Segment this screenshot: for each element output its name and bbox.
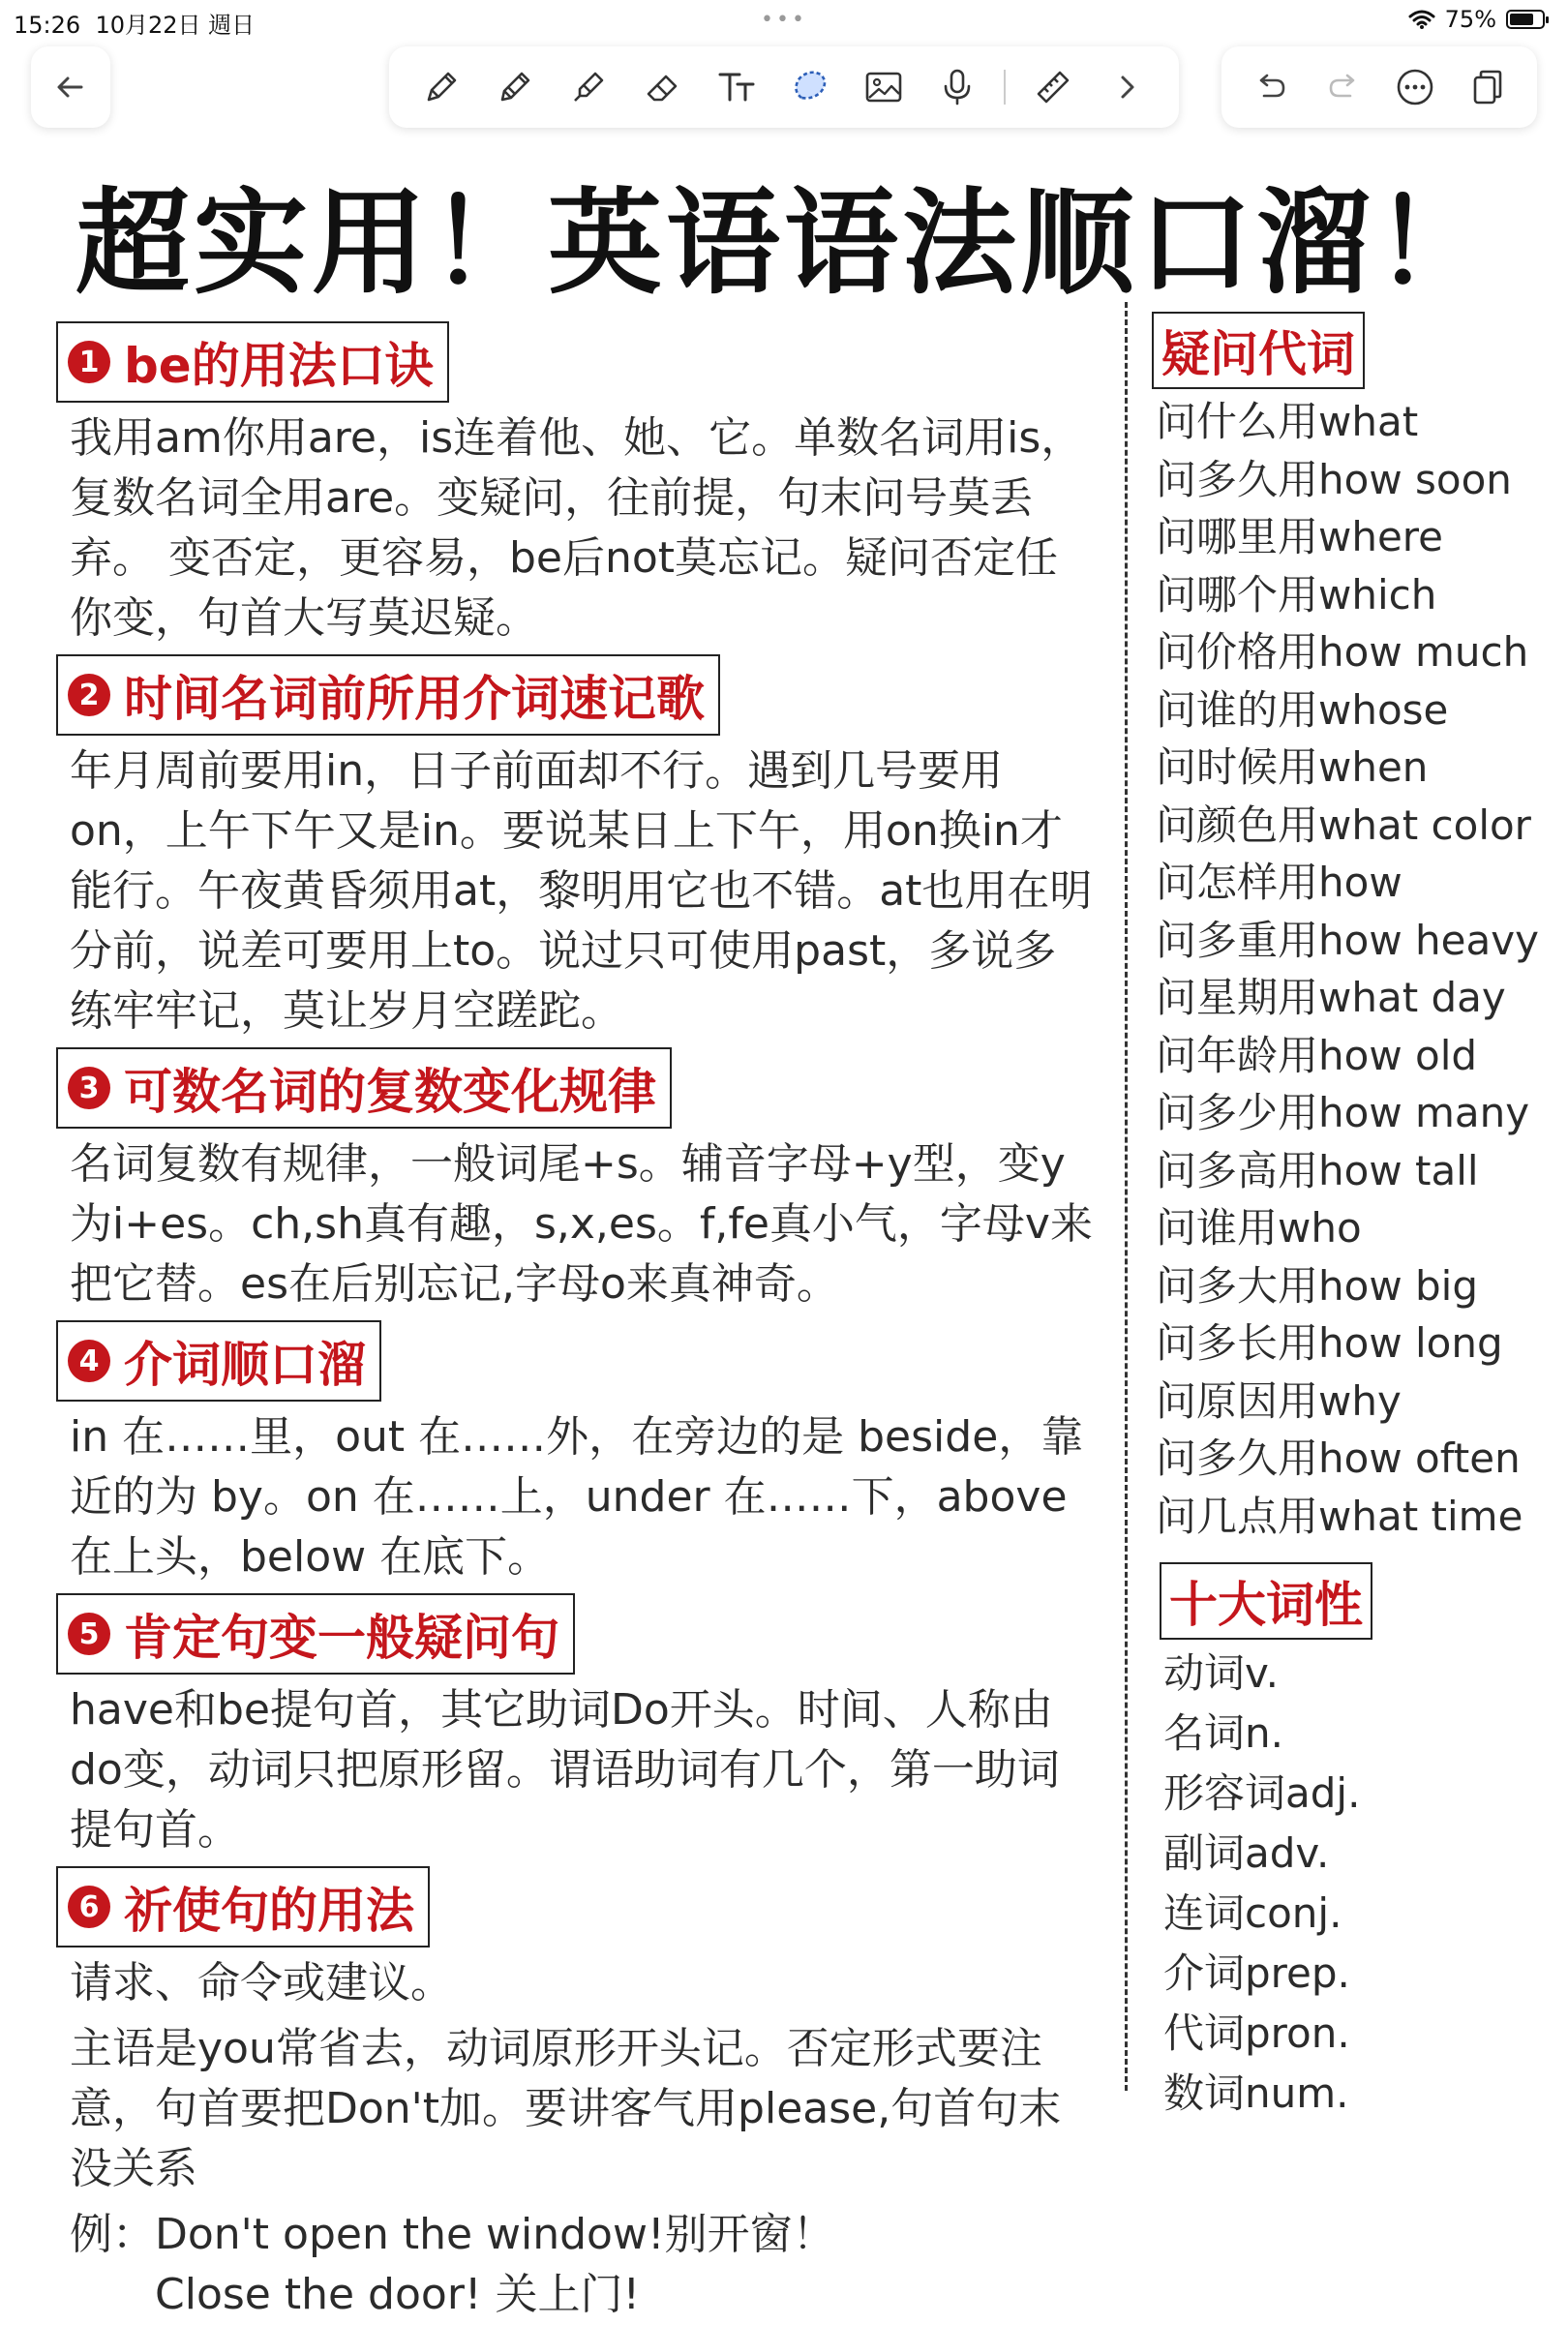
section-title: 介词顺口溜 xyxy=(124,1337,366,1393)
list-item: 问多长用how long xyxy=(1156,1319,1503,1367)
lasso-icon[interactable] xyxy=(783,60,837,114)
drawing-toolbar xyxy=(389,46,1179,128)
text-icon[interactable] xyxy=(709,60,764,114)
section-title: 祈使句的用法 xyxy=(124,1883,414,1939)
status-time: 15:26 10月22日 週日 xyxy=(14,12,256,39)
column-divider xyxy=(1125,302,1128,2091)
reference-column xyxy=(1152,312,1558,2124)
section-prepositions xyxy=(56,1320,1100,1587)
section-title: 时间名词前所用介词速记歌 xyxy=(124,671,705,727)
list-item: 问多久用how often xyxy=(1156,1434,1521,1482)
number-badge: 6 xyxy=(68,1886,110,1928)
parts-of-speech-heading: 十大词性 xyxy=(1160,1562,1372,1640)
number-badge: 5 xyxy=(68,1613,110,1655)
list-item: 问什么用what xyxy=(1156,398,1419,445)
section-heading xyxy=(56,321,449,403)
section-heading xyxy=(56,1047,672,1129)
example-line: Close the door! 关上门! xyxy=(155,2270,641,2319)
section-text: in 在……里，out 在……外，在旁边的是 beside，靠近的为 by。on 在……上，under 在……下，above 在上头，below 在底下。 xyxy=(70,1412,1084,1582)
redo-icon[interactable] xyxy=(1316,60,1371,114)
list-item: 连词conj. xyxy=(1163,1889,1342,1937)
back-toolbar xyxy=(31,46,110,128)
list-item: 问多重用how heavy xyxy=(1156,916,1539,964)
pencil-icon[interactable] xyxy=(488,60,542,114)
section-text: 年月周前要用in，日子前面却不行。遇到几号要用on，上午下午又是in。要说某日上下午，用on换in才能行。午夜黄昏须用at，黎明用它也不错。at也用在明分前，说差可要用上to。说过只可使用past，多说多练牢牢记，莫让岁月空蹉跎。 xyxy=(70,746,1093,1036)
example-line: 例：Don't open the window!别开窗！ xyxy=(70,2210,835,2259)
pages-icon[interactable] xyxy=(1461,60,1515,114)
section-title: be的用法口诀 xyxy=(124,338,434,394)
battery-percent: 75% xyxy=(1444,6,1496,33)
list-item: 动词v. xyxy=(1163,1649,1279,1697)
list-item: 问谁的用whose xyxy=(1156,685,1449,734)
more-icon[interactable] xyxy=(1388,60,1442,114)
list-item: 问多久用how soon xyxy=(1156,455,1512,503)
grammar-sections xyxy=(56,321,1100,2325)
question-words-heading: 疑问代词 xyxy=(1152,312,1365,389)
status-date: 10月22日 週日 xyxy=(95,12,256,39)
section-text: 我用am你用are，is连着他、她、它。单数名词用is，复数名词全用are。变疑问，往前提，句末问号莫丢弃。 变否定，更容易，be后not莫忘记。疑问否定任你变，句首大写莫迟疑。 xyxy=(70,413,1084,643)
arrow-left-icon[interactable] xyxy=(44,60,98,114)
toolbar-separator xyxy=(1004,70,1006,105)
list-item: 问多大用how big xyxy=(1156,1261,1479,1310)
section-heading xyxy=(56,654,720,736)
question-words-list xyxy=(1152,393,1558,1545)
list-item: 问谁用who xyxy=(1156,1204,1362,1252)
section-text: 名词复数有规律，一般词尾+s。辅音字母+y型，变y为i+es。ch,sh真有趣，s,x,es。f,fe真小气，字母v来把它替。es在后别忘记,字母o来真神奇。 xyxy=(70,1139,1093,1309)
microphone-icon[interactable] xyxy=(930,60,984,114)
section-be-usage xyxy=(56,321,1100,649)
parts-of-speech-list xyxy=(1152,1644,1558,2124)
multitask-dots-icon[interactable]: ••• xyxy=(761,8,807,32)
list-item: 副词adv. xyxy=(1163,1829,1330,1877)
status-right xyxy=(1408,6,1545,33)
number-badge: 3 xyxy=(68,1067,110,1109)
wifi-icon xyxy=(1408,9,1435,30)
eraser-icon[interactable] xyxy=(636,60,690,114)
number-badge: 2 xyxy=(68,674,110,716)
page-title: 超实用！英语语法顺口溜！ xyxy=(75,176,1493,310)
highlighter-icon[interactable] xyxy=(561,60,616,114)
list-item: 问价格用how much xyxy=(1156,628,1529,676)
list-item: 问多高用how tall xyxy=(1156,1146,1479,1194)
section-title: 肯定句变一般疑问句 xyxy=(124,1610,559,1666)
list-item: 数词num. xyxy=(1163,2069,1349,2117)
status-bar xyxy=(0,0,1568,39)
number-badge: 1 xyxy=(68,341,110,383)
image-icon[interactable] xyxy=(857,60,911,114)
list-item: 问年龄用how old xyxy=(1156,1031,1478,1079)
pen-icon[interactable] xyxy=(414,60,468,114)
list-item: 代词pron. xyxy=(1163,2009,1350,2057)
section-heading xyxy=(56,1593,575,1675)
list-item: 问时候用when xyxy=(1156,743,1429,791)
chevron-right-icon[interactable] xyxy=(1100,60,1154,114)
section-text: 请求、命令或建议。 xyxy=(70,1958,453,2008)
ruler-icon[interactable] xyxy=(1026,60,1080,114)
list-item: 问哪个用which xyxy=(1156,570,1437,619)
list-item: 形容词adj. xyxy=(1163,1769,1361,1817)
undo-icon[interactable] xyxy=(1244,60,1298,114)
section-text: have和be提句首，其它助词Do开头。时间、人称由do变，动词只把原形留。谓语助词有几个，第一助词提句首。 xyxy=(70,1685,1060,1855)
list-item: 名词n. xyxy=(1163,1709,1283,1757)
battery-icon xyxy=(1506,10,1545,29)
section-plural-nouns xyxy=(56,1047,1100,1314)
list-item: 介词prep. xyxy=(1163,1949,1350,1997)
section-heading xyxy=(56,1320,381,1402)
list-item: 问星期用what day xyxy=(1156,974,1506,1021)
section-time-prepositions xyxy=(56,654,1100,1042)
section-imperatives xyxy=(56,1866,1100,2325)
list-item: 问哪里用where xyxy=(1156,513,1443,560)
section-title: 可数名词的复数变化规律 xyxy=(124,1064,656,1120)
section-questions xyxy=(56,1593,1100,1860)
list-item: 问几点用what time xyxy=(1156,1492,1523,1540)
number-badge: 4 xyxy=(68,1340,110,1382)
actions-toolbar xyxy=(1221,46,1537,128)
section-heading xyxy=(56,1866,430,1948)
list-item: 问颜色用what color xyxy=(1156,800,1531,849)
list-item: 问怎样用how xyxy=(1156,859,1402,906)
list-item: 问多少用how many xyxy=(1156,1089,1530,1136)
section-text: 主语是you常省去，动词原形开头记。否定形式要注意，句首要把Don't加。要讲客气用please,句首句末没关系 xyxy=(70,2024,1062,2193)
list-item: 问原因用why xyxy=(1156,1376,1402,1425)
